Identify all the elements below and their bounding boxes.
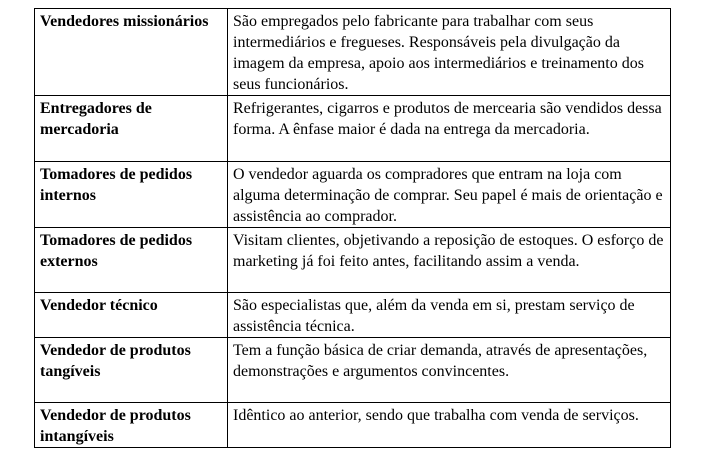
table-row [35, 403, 671, 448]
row-description: São especialistas que, além da venda em si, prestam serviço de assistência técnica. [228, 293, 671, 338]
salesperson-types-table [34, 8, 671, 448]
row-term: Tomadores de pedidos externos [35, 228, 228, 293]
table-row [35, 162, 671, 228]
table-row [35, 293, 671, 338]
row-term: Vendedores missionários [35, 9, 228, 96]
row-term: Vendedor de produtos tangíveis [35, 338, 228, 403]
row-description: Idêntico ao anterior, sendo que trabalha com venda de serviços. [228, 403, 671, 448]
table-row [35, 338, 671, 403]
row-term: Vendedor de produtos intangíveis [35, 403, 228, 448]
salesperson-types-table-container [34, 8, 671, 448]
table-row [35, 9, 671, 96]
row-description: O vendedor aguarda os compradores que entram na loja com alguma determinação de comprar. Seu papel é mais de orientação e assistência ao comprador. [228, 162, 671, 228]
row-description: Tem a função básica de criar demanda, através de apresentações, demonstrações e argumentos convincentes. [228, 338, 671, 403]
table-row [35, 228, 671, 293]
row-description: Visitam clientes, objetivando a reposição de estoques. O esforço de marketing já foi feito antes, facilitando assim a venda. [228, 228, 671, 293]
row-term: Vendedor técnico [35, 293, 228, 338]
row-description: São empregados pelo fabricante para trabalhar com seus intermediários e fregueses. Responsáveis pela divulgação da imagem da empresa, apoio aos intermediários e treinamento dos seus funcionários. [228, 9, 671, 96]
row-term: Entregadores de mercadoria [35, 96, 228, 162]
table-row [35, 96, 671, 162]
row-description: Refrigerantes, cigarros e produtos de mercearia são vendidos dessa forma. A ênfase maior é dada na entrega da mercadoria. [228, 96, 671, 162]
row-term: Tomadores de pedidos internos [35, 162, 228, 228]
